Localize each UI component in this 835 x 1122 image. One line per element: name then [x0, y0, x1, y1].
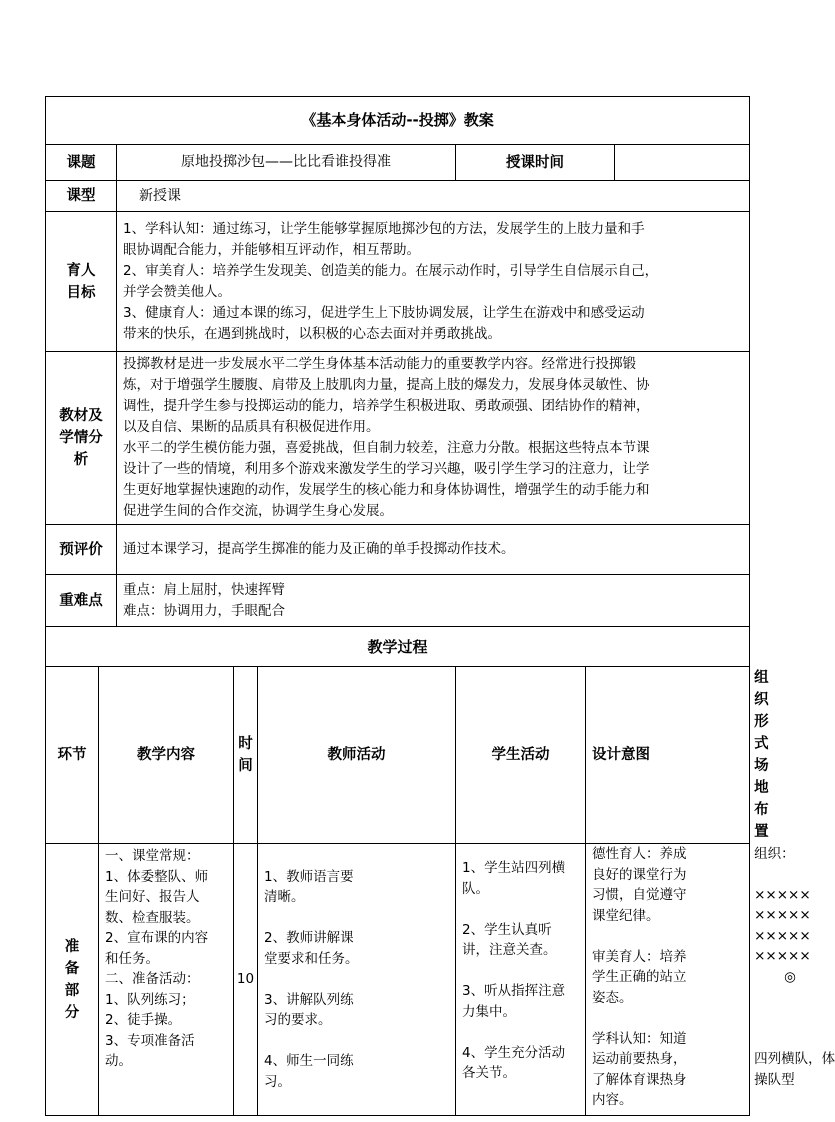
analysis-label-line: 析	[73, 452, 89, 468]
prep-design-line: 了解体育课热身	[592, 1071, 687, 1088]
analysis-label	[46, 352, 117, 525]
prep-stage-char: 分	[64, 1004, 80, 1021]
prep-content	[99, 844, 234, 1116]
analysis-label-line: 学情分	[59, 430, 103, 446]
prep-student-line	[462, 961, 583, 982]
topic-label: 课题	[46, 145, 117, 181]
analysis-line: 生更好地掌握快速跑的动作，发展学生的核心能力和身体协调性，增强学生的动手能力和	[123, 482, 650, 498]
prep-teacher-line	[264, 969, 453, 990]
analysis-line: 设计了一些的情境，利用多个游戏来激发学生的学习兴趣，吸引学生学习的注意力，让学	[123, 461, 650, 477]
time-value	[615, 145, 750, 181]
prep-student-line: 讲，注意关查。	[462, 942, 557, 958]
prep-teacher	[258, 844, 456, 1116]
prep-content-line: 生问好、报告人	[105, 889, 200, 905]
goals-label	[46, 212, 117, 352]
goals-line: 3、健康育人：通过本课的练习，促进学生上下肢协调发展，让学生在游戏中和感受运动	[123, 304, 645, 321]
prep-student-line: 队。	[462, 880, 489, 897]
prep-content-line: 动。	[105, 1053, 132, 1069]
analysis-line: 调性，提升学生参与投掷运动的能力，培养学生积极进取、勇敢顽强、团结协作的精神，	[123, 398, 650, 414]
goals-line: 并学会赞美他人。	[123, 283, 231, 300]
goals-label-line: 育人	[66, 262, 96, 279]
prep-student-line: 力集中。	[462, 1003, 516, 1020]
prep-student-line: 各关节。	[462, 1065, 516, 1081]
prep-student-line	[462, 899, 583, 920]
prep-content-line: 3、专项准备活	[105, 1032, 195, 1049]
key-point-line: 难点：协调用力，手眼配合	[123, 602, 285, 619]
prep-design-line: 姿态。	[592, 989, 633, 1006]
prep-content-line: 二、准备活动：	[105, 971, 200, 987]
prep-student-line	[462, 1022, 583, 1043]
header-time-line: 时	[238, 736, 253, 752]
prep-stage-char: 准	[64, 938, 80, 955]
analysis-label-line: 教材及	[59, 408, 103, 424]
prep-content-line: 1、队列练习；	[105, 991, 195, 1008]
prep-time: 10	[234, 844, 258, 1116]
key-points-label: 重难点	[46, 575, 117, 627]
prep-design-line: 内容。	[592, 1092, 633, 1108]
type-value: 新授课	[117, 181, 750, 212]
prep-teacher-line	[264, 1031, 453, 1052]
header-student: 学生活动	[456, 667, 586, 844]
prep-content-line: 和任务。	[105, 950, 159, 967]
goals-line: 带来的快乐，在遇到挑战时，以积极的心态去面对并勇敢挑战。	[123, 325, 501, 342]
prep-design-line	[592, 926, 747, 947]
prep-student-line: 1、学生站四列横	[462, 860, 566, 876]
document-title: 《基本身体活动--投掷》教案	[46, 97, 750, 145]
prep-teacher-line: 2、教师讲解课	[264, 930, 354, 947]
lesson-plan-table: 《基本身体活动--投掷》教案 课题 原地投掷沙包——比比看谁投得准 授课时间 课型 新授课 育人 目标 1、学科认知：通过练习，让学生能够掌握原地掷沙包的方法，发展学生的上肢力量和手 眼协调配合能力，并能够相互评动作，相互帮助。 2、审美育人：培养学生发现美、创造美的能力。在展示动作时，引导学生自信展示自己， 并学会赞美他人。 3、健康育人：通过本课的练习，促进学生上下肢协调发展，让学生在游戏中和感受运动 带来的快乐，在遇到挑战时，以积极的心态去面对并勇敢挑战。 教材及 学情分 析 投掷教材是进一步发展水平二学生身体基本活动能力的重要教学内容。经常进行投掷锻 炼，对于增强学生腰腹、肩带及上肢肌肉力量，提高上肢的爆发力，发展身体灵敏性、协 调性，提升学生参与投掷运动的能力，培养学生积极进取、勇敢顽强、团结协作的精神， 以及自信、果断的品质具有积极促进作用。 水平二的学生模仿能力强，喜爱挑战，但自制力较差，注意力分散。根据这些特点本节课 设计了一些的情境，利用多个游戏来激发学生的学习兴趣，吸引学生学习的注意力，让学 生更好地掌握快速跑的动作，发展学生的核心能力和身体协调性，增强学生的动手能力和 促进学生间的合作交流，协调学生身心发展。 预评价 通过本课学习，提高学生掷准的能力及正确的单手投掷动作技术。 重难点 重点：肩上屈肘，快速挥臂 难点：协调用力，手眼配合 教学过程 环节 教学内容 时 间 教师活动 学生活动 设计意图 组织形式场 地布置 准 备 部 分 一、课堂常规： 1、体委整队、师 生问好、报告人 数、检查服装。 2、宣布课的内容 和任务。 二、准备活动： 1、队列练习； 2、徒手操。 3、专项准备活 动。 10 1、教师语言要 清晰。 2、教师讲解课 堂要求和任务。 3、讲解队列练 习的要求。 4、师生一同练 习。 1、学生站四列横 队。 2、学生认真听 讲，注意关查。 3、听从指挥注意 力集中。 4、学生充分活动 各关节。 德性育人：养成 良好的课堂行为 习惯，自觉遵守 课堂纪律。 审美育人：培养 学生正确的站立 姿态。 学科认知：知道 运动前要热身， 了解体育课热身 内容。 组织： ××××× ××××× ××××× ××××× ◎ 四列横队，体 操队型	[45, 96, 750, 1116]
analysis-line: 促进学生间的合作交流，协调学生身心发展。	[123, 503, 393, 519]
analysis-line: 水平二的学生模仿能力强，喜爱挑战，但自制力较差，注意力分散。根据这些特点本节课	[123, 440, 650, 456]
prep-design-line: 习惯，自觉遵守	[592, 887, 687, 903]
prep-teacher-line: 4、师生一同练	[264, 1053, 354, 1070]
prep-design-line: 课堂纪律。	[592, 907, 660, 924]
header-stage: 环节	[46, 667, 99, 844]
time-label: 授课时间	[456, 145, 615, 181]
key-points-text	[117, 575, 750, 627]
prep-design-line: 运动前要热身，	[592, 1051, 687, 1067]
prep-student-line: 3、听从指挥注意	[462, 983, 566, 999]
prep-teacher-line	[264, 908, 453, 929]
lesson-plan-page	[45, 96, 835, 1116]
prep-stage-char: 部	[64, 982, 80, 999]
analysis-line: 投掷教材是进一步发展水平二学生身体基本活动能力的重要教学内容。经常进行投掷锻	[123, 356, 636, 372]
prep-teacher-line: 1、教师语言要	[264, 868, 354, 885]
prep-design-line: 良好的课堂行为	[592, 866, 687, 883]
prep-stage	[46, 844, 99, 1116]
analysis-line: 以及自信、果断的品质具有积极促进作用。	[123, 419, 380, 435]
goals-line: 眼协调配合能力，并能够相互评动作，相互帮助。	[123, 241, 420, 258]
prep-student	[456, 844, 586, 1116]
key-point-line: 重点：肩上屈肘，快速挥臂	[123, 581, 285, 598]
header-content: 教学内容	[99, 667, 234, 844]
prep-teacher-line: 3、讲解队列练	[264, 991, 354, 1008]
header-teacher: 教师活动	[258, 667, 456, 844]
header-time-line: 间	[238, 758, 253, 774]
prep-content-line: 数、检查服装。	[105, 909, 200, 926]
prep-teacher-line: 堂要求和任务。	[264, 950, 359, 967]
prep-content-line: 2、徒手操。	[105, 1012, 182, 1028]
goals-text	[117, 212, 750, 352]
goals-line: 2、审美育人：培养学生发现美、创造美的能力。在展示动作时，引导学生自信展示自己，	[123, 262, 659, 279]
header-design: 设计意图	[586, 667, 750, 844]
prep-design	[586, 844, 750, 1116]
prep-student-line: 4、学生充分活动	[462, 1044, 566, 1061]
goals-line: 1、学科认知：通过练习，让学生能够掌握原地掷沙包的方法，发展学生的上肢力量和手	[123, 220, 645, 237]
goals-label-line: 目标	[66, 284, 96, 301]
topic-value: 原地投掷沙包——比比看谁投得准	[117, 145, 456, 181]
prep-design-line: 学科认知：知道	[592, 1030, 687, 1047]
analysis-text	[117, 352, 750, 525]
prep-stage-char: 备	[64, 960, 80, 977]
prep-design-line: 德性育人：养成	[592, 846, 687, 862]
process-heading: 教学过程	[46, 627, 750, 667]
analysis-line: 炼，对于增强学生腰腹、肩带及上肢肌肉力量，提高上肢的爆发力，发展身体灵敏性、协	[123, 377, 650, 393]
prep-teacher-line: 清晰。	[264, 889, 305, 906]
prep-student-line: 2、学生认真听	[462, 921, 552, 938]
prep-design-line: 审美育人：培养	[592, 948, 687, 965]
prep-content-line: 1、体委整队、师	[105, 868, 209, 885]
prep-content-line: 2、宣布课的内容	[105, 930, 209, 946]
prep-design-line	[592, 1008, 747, 1029]
header-time	[234, 667, 258, 844]
type-label: 课型	[46, 181, 117, 212]
prep-teacher-line: 习。	[264, 1073, 291, 1090]
prep-content-line: 一、课堂常规：	[105, 848, 200, 864]
pre-eval-label: 预评价	[46, 525, 117, 575]
teacher-position-mark: ◎	[784, 968, 796, 985]
prep-design-line: 学生正确的站立	[592, 969, 687, 985]
pre-eval-text: 通过本课学习，提高学生掷准的能力及正确的单手投掷动作技术。	[117, 525, 750, 575]
prep-teacher-line: 习的要求。	[264, 1012, 332, 1029]
